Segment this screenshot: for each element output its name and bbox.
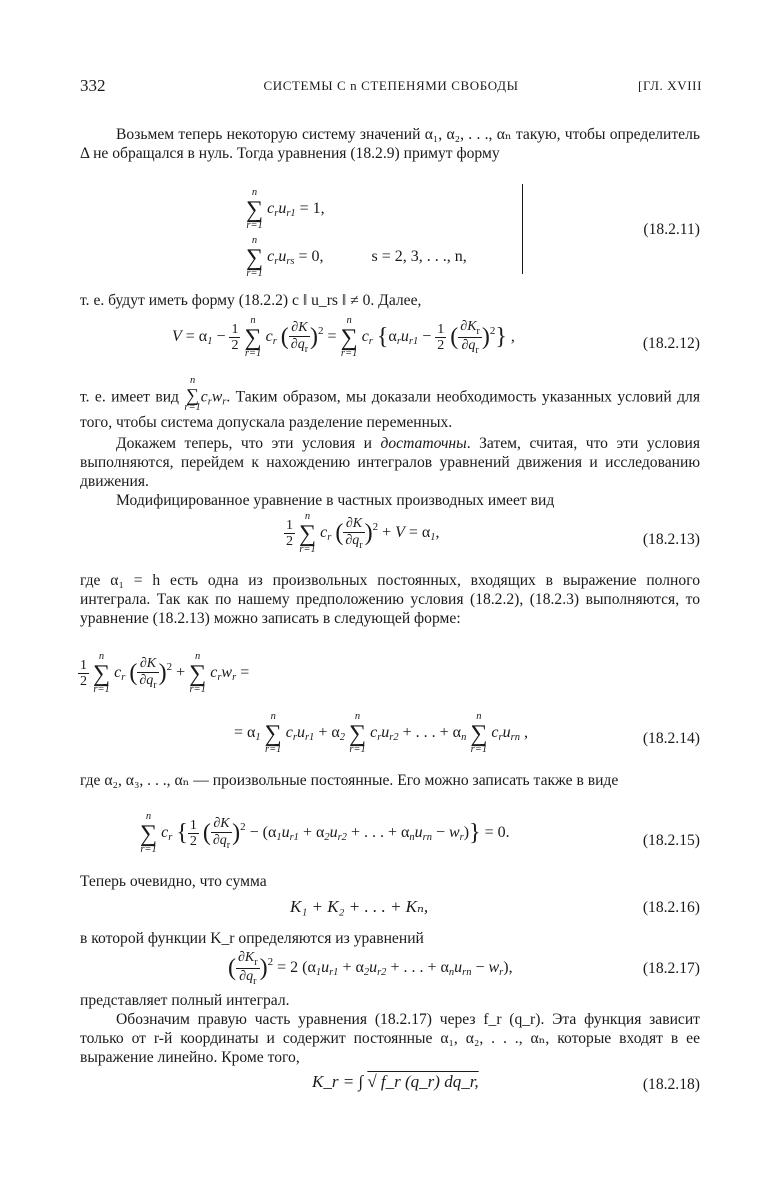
equation-18-2-11-line2: n ∑ r=1 $c_ru_{rs} = 0$, s = 2, 3, . . ., n, [246,235,467,279]
page-header [80,76,702,98]
running-title: СИСТЕМЫ С n СТЕПЕНЯМИ СВОБОДЫ [263,78,519,93]
chapter-label: [ГЛ. XVIII [638,78,702,93]
paragraph-9: в которой функции K_r определяются из уравнений [80,930,424,947]
equation-18-2-14-line2: = $\alpha_1$ n ∑ r=1 $c_ru_{r1} + \alpha_2$ n ∑ r=1 $c_ru_{r2}$ + . . . + $\alpha_n$ n ∑ r=1 $c_ru_{rn}$ , [234,711,528,755]
paragraph-3-rest: Таким образом, мы доказали необходимость указанных условий для того, чтобы система допускала разделение переменных. [80,388,700,431]
paragraph-8: Теперь очевидно, что сумма [80,873,267,890]
eq-number-18-2-15: (18.2.15) [642,832,700,849]
equation-18-2-13: $\frac{1}{2}$ n ∑ r=1 $c_r$ ( $\frac{\partial K}{\partial q_r}$ )$^2 + V = \alpha_1$, [286,511,440,555]
paragraph-1: Возьмем теперь некоторую систему значений α₁, α₂, . . ., αₙ такую, чтобы определитель Δ не обращался в нуль. Тогда уравнения (18.2.9) примут форму [80,126,700,162]
paragraph-6: где α₁ = h есть одна из произвольных постоянных, входящих в выражение полного интеграла. Так как по нашему предположению условия (18.2.2), (18.2.3) выполняются, то уравнение (18.2.13) можно записать в следующей форме: [80,572,700,627]
eq-number-18-2-12: (18.2.12) [642,335,700,352]
paragraph-7: где α₂, α₃, . . ., αₙ — произвольные постоянные. Его можно записать также в виде [80,772,619,789]
eq-number-18-2-14: (18.2.14) [642,730,700,747]
equation-18-2-12: $V = \alpha_1$ − $\frac{1}{2}$ n ∑ r=1 $c_r$ ( $\frac{\partial K}{\partial q_r}$ )$^2$ = n ∑ r=1 $c_r$ {$\alpha_ru_{r1}$ − $\frac{1}{2}$ ( $\frac{\partial K_r}{\partial q_r}$ )$^2$} , [172,315,515,359]
paragraph-3-start: т. е. имеет вид [80,388,179,406]
equation-18-2-15: n ∑ r=1 $c_r$ { $\frac{1}{2}$ ( $\frac{\partial K}{\partial q_r}$ )$^2 - (\alpha_1u_{r1} + \alpha_2u_{r2}$ + . . . + $\alpha_nu_{rn} - w_r)\} = 0$. [140,811,510,855]
equation-18-2-16: K₁ + K₂ + . . . + Kₙ, [290,897,429,916]
eq-number-18-2-16: (18.2.16) [642,899,700,916]
eq-number-18-2-13: (18.2.13) [642,531,700,548]
equation-18-2-17: ( $\frac{\partial K_r}{\partial q_r}$ )$^2$ = 2 ($\alpha_1u_{r1} + \alpha_2u_{r2}$ + . . . + $\alpha_nu_{rn} - w_r$), [228,950,513,987]
inline-sum: n ∑ r=1 [184,375,201,413]
page-number: 332 [80,76,106,95]
eq-number-18-2-18: (18.2.18) [642,1076,700,1093]
equation-18-2-14-line1: $\frac{1}{2}$ n ∑ r=1 $c_r$ ( $\frac{\partial K}{\partial q_r}$ )$^2$ + n ∑ r=1 $c_rw_r$ = [80,651,250,695]
paragraph-3: т. е. имеет вид n ∑ r=1 $c_rw_r$. Таким образом, мы доказали необходимость указанных условий для того, чтобы система допускала разделение переменных. [80,375,700,431]
paragraph-4: Докажем теперь, что эти условия и достаточны. Затем, считая, что эти условия выполняются, перейдем к нахождению интегралов уравнений движения и исследованию движения. [80,435,700,490]
italic-sufficient: достаточны [380,435,467,452]
paragraph-5: Модифицированное уравнение в частных производных имеет вид [116,492,555,509]
paragraph-10: представляет полный интеграл. [80,992,290,1009]
eq-number-18-2-11: (18.2.11) [643,221,700,238]
paragraph-11: Обозначим правую часть уравнения (18.2.17) через f_r (q_r). Эта функция зависит только от r-й координаты и содержит постоянные α₁, α₂, . . ., αₙ, которые входят в ее выражение линейно. Кроме того, [80,1011,700,1066]
eq-number-18-2-17: (18.2.17) [642,960,700,977]
equation-18-2-11-line1: n ∑ r=1 $c_ru_{r1} = 1$, [246,187,325,231]
equation-18-2-18: K_r = ∫ √ f_r (q_r) dq_r, [312,1072,479,1091]
paragraph-2: т. е. будут иметь форму (18.2.2) с ‖ u_rs ‖ ≠ 0. Далее, [80,292,422,309]
brace-right [522,184,523,274]
